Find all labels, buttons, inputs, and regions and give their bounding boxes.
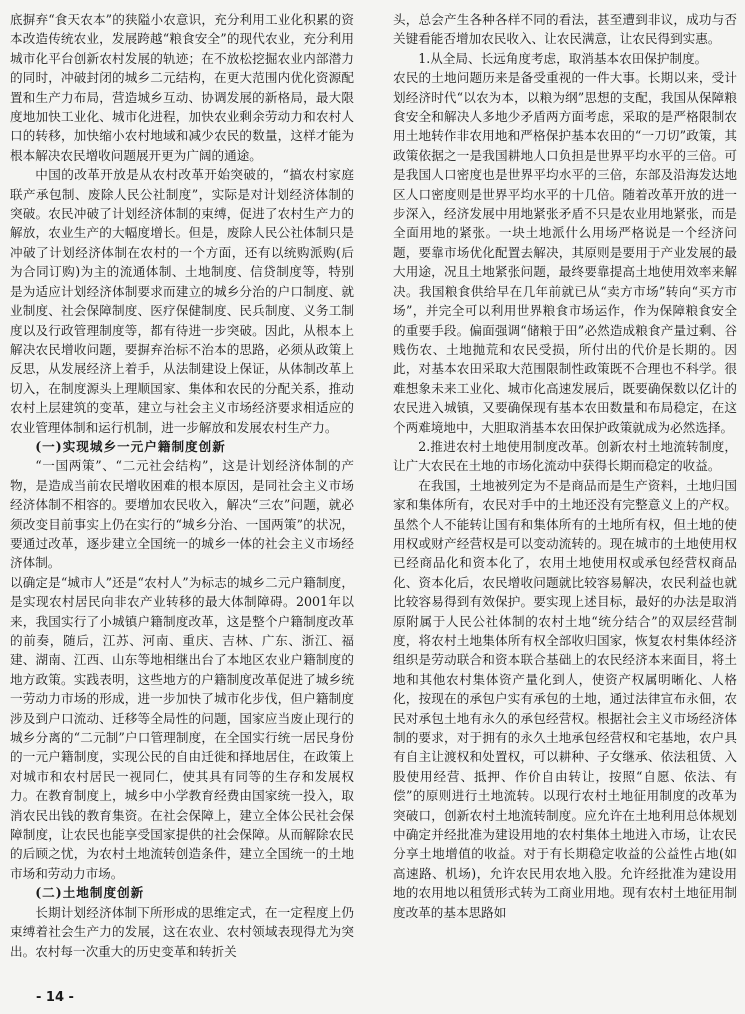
page-number: - 14 - <box>36 990 74 1005</box>
paragraph: 头，总会产生各种各样不同的看法，甚至遭到非议，成功与否关键看能否增加农民收入、让农民满意，让农民得到实惠。 <box>393 12 737 47</box>
subsection-heading: 1.从全局、长远角度考虑，取消基本农田保护制度。 <box>418 50 708 66</box>
right-column <box>393 10 737 970</box>
subsection-heading: 2.推进农村土地使用制度改革。创新农村土地流转制度，让广大农民在土地的市场化流动中获得长期而稳定的收益。 <box>393 438 737 474</box>
paragraph: 以确定是“城市人”还是“农村人”为标志的城乡二元户籍制度，是实现农村居民向非农产业转移的最大体制障碍。2001年以来，我国实行了小城镇户籍制度改革，这是整个户籍制度改革的前奏，随后，江苏、河南、重庆、吉林、广东、浙江、福建、湖南、江西、山东等地相继出台了本地区农业户籍制度的地方政策。实践表明，这些地方的户籍制度改革促进了城乡统一劳动力市场的形成，进一步加快了城市化步伐，但户籍制度涉及到户口流动、迁移等全局性的问题，国家应当废止现行的城乡分离的“二元制”户口管理制度，在全国实行统一居民身份的一元户籍制度，实现公民的自由迁徙和择地居住，在政策上对城市和农村居民一视同仁，使其具有同等的生存和发展权力。在教育制度上，城乡中小学教育经费由国家统一投入，取消农民出钱的教育集资。在社会保障上，建立全体公民社会保障制度，让农民也能享受国家提供的社会保障。从而解除农民的后顾之忧，为农村土地流转创造条件，建立全国统一的土地市场和劳动力市场。 <box>10 574 354 881</box>
paragraph: 在我国，土地被列定为不是商品而是生产资料，土地归国家和集体所有，农民对手中的土地还没有完整意义上的产权。虽然个人不能转让国有和集体所有的土地所有权，但土地的使用权或财产经营权是可以变动流转的。现在城市的土地使用权已经商品化和资本化了，农用土地使用权或承包经营权商品化、资本化后，农民增收问题就比较容易解决，农民利益也就比较容易得到有效保护。要实现上述目标，最好的办法是取消原附属于人民公社体制的农村土地“统分结合”的双层经营制度，将农村土地集体所有权全部收归国家，恢复农村集体经济组织是劳动联合和资本联合基础上的农民经济本来面目，将土地和其他农村集体资产量化到人，使资产权属明晰化、人格化，按现在的承包户实有承包的土地，通过法律宣布永佃，农民对承包土地有永久的承包经营权。根据社会主义市场经济体制的要求，对于拥有的永久土地承包经营权和宅基地，农户具有自主让渡权和处置权，可以耕种、子女继承、依法租赁、入股使用经营、抵押、作价自由转让，按照“自愿、依法、有偿”的原则进行土地流转。以现行农村土地征用制度的改革为突破口，创新农村土地流转制度。应允许在土地利用总体规划中确定并经批准为建设用地的农村集体土地进入市场，让农民分享土地增值的收益。对于有长期稳定收益的公益性占地(如高速路、机场)，允许农民用农地入股。允许经批准为建设用地的农用地以租赁形式转为工商业用地。现有农村土地征用制度改革的基本思路如 <box>393 477 737 920</box>
paragraph: 农民的土地问题历来是备受重视的一件大事。长期以来，受计划经济时代“以农为本，以粮为纲”思想的支配，我国从保障粮食安全和解决人多地少矛盾两方面考虑，采取的是严格限制农用土地转作非农用地和严格保护基本农田的“一刀切”政策，其政策依据之一是我国耕地人口负担是世界平均水平的三倍。可是我国人口密度也是世界平均水平的三倍，东部及沿海发达地区人口密度则是世界平均水平的十几倍。随着改革开放的进一步深入，经济发展中用地紧张矛盾不只是农业用地紧张，而是全面用地的紧张。一块土地派什么用场严格说是一个经济问题，要靠市场优化配置去解决，其原则是要用于产业发展的最大用途，况且土地紧张问题，最终要靠提高土地使用效率来解决。我国粮食供给早在几年前就已从“卖方市场”转向“买方市场”，并完全可以利用世界粮食市场运作，作为保障粮食安全的重要手段。偏面强调“储粮于田”必然造成粮食产量过剩、谷贱伤农、土地抛荒和农民受损，所付出的代价是长期的。因此，对基本农田采取大范围限制性政策既不合理也不科学。很难想象未来工业化、城市化高速发展后，既要确保数以亿计的农民进入城镇，又要确保现有基本农田数量和布局稳定，在这个两难境地中，大胆取消基本农田保护政策就成为必然选择。 <box>393 70 737 435</box>
section-heading: (一)实现城乡一元户籍制度创新 <box>35 438 226 454</box>
section-heading: (二)土地制度创新 <box>35 885 145 901</box>
paragraph: 底摒弃“食天农本”的狭隘小农意识，充分利用工业化积累的资本改造传统农业，发展跨越“粮食安全”的现代农业，充分利用城市化平台创新农村发展的轨迹；在不放松挖掘农业内部潜力的同时，冲破封闭的城乡二元结构，在更大范围内优化资源配置和生产力布局，营造城乡互动、协调发展的新格局，最大限度地加快工业化、城市化进程，加快农业剩余劳动力和农村人口的转移，加快缩小农村地域和减少农民的数量，这样才能为根本解决农民增收问题展开更为广阔的通途。 <box>10 12 354 163</box>
paragraph: 中国的改革开放是从农村改革开始突破的，“搞农村家庭联产承包制、废除人民公社制度”，实际是对计划经济体制的突破。农民冲破了计划经济体制的束缚，促进了农村生产力的解放，农业生产的大幅度增长。但是，废除人民公社体制只是冲破了计划经济体制在农村的一个方面，还有以统购派购(后为合同订购)为主的流通体制、土地制度、信贷制度等，特别是为适应计划经济体制要求而建立的城乡分治的户口制度、就业制度、社会保障制度、医疗保健制度、民兵制度、义务工制度以及行政管理制度等，都有待进一步突破。因此，从根本上解决农民增收问题，要摒弃治标不治本的思路，必须从政策上反思，从发展经济上着手，从法制建设上保证，从体制改革上切入，在制度源头上理顺国家、集体和农民的分配关系，推动农村上层建筑的变革，建立与社会主义市场经济要求相适应的农业管理体制和运行机制，进一步解放和发展农村生产力。 <box>10 167 354 435</box>
paragraph: “一国两策”、“二元社会结构”，这是计划经济体制的产物，是造成当前农民增收困难的根本原因，是同社会主义市场经济体制不相容的。要增加农民收入，解决“三农”问题，就必须改变目前事实上仍在实行的“城乡分治、一国两策”的状况，要通过改革，逐步建立全国统一的城乡一体的社会主义市场经济体制。 <box>10 458 354 571</box>
paragraph: 长期计划经济体制下所形成的思维定式，在一定程度上仍束缚着社会生产力的发展，这在农业、农村领域表现得尤为突出。农村每一次重大的历史变革和转折关 <box>10 904 354 959</box>
left-column <box>10 10 354 970</box>
